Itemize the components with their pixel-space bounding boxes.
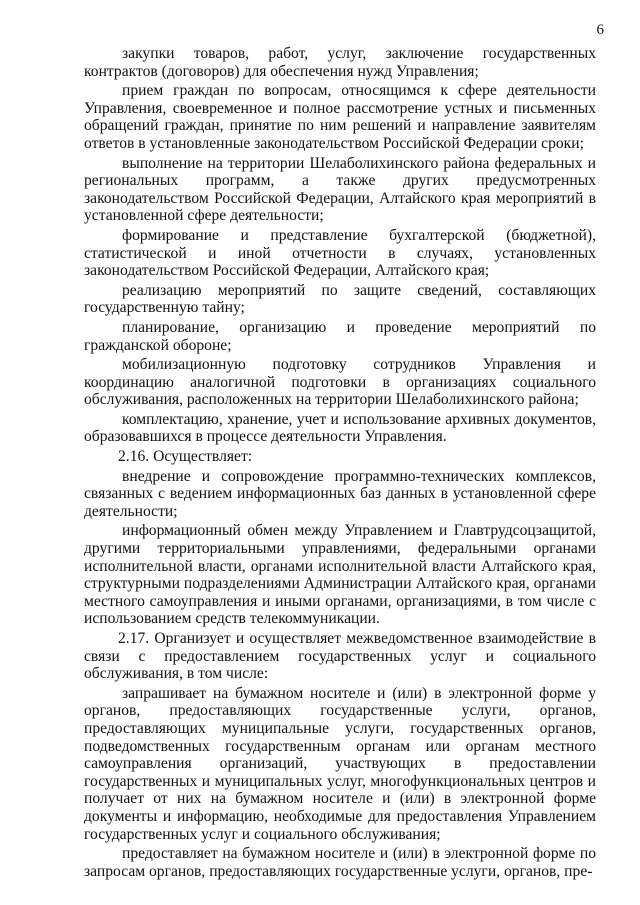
page-number: 6 bbox=[596, 22, 604, 38]
paragraph: внедрение и сопровождение программно-технических комплексов, связанных с ведением информационных баз данных в установленной сфере деятельности; bbox=[84, 467, 596, 520]
section-heading-2-17: 2.17. Организует и осуществляет межведомственное взаимодействие в связи с предоставлением государственных услуг и социального обслуживания, в том числе: bbox=[84, 630, 596, 683]
paragraph: комплектацию, хранение, учет и использование архивных документов, образовавшихся в процессе деятельности Управления. bbox=[84, 410, 596, 446]
document-body bbox=[84, 45, 596, 882]
paragraph: прием граждан по вопросам, относящимся к сфере деятельности Управления, своевременное и полное рассмотрение устных и письменных обращений граждан, принятие по ним решений и направление заявителям ответов в установленные законодательством Российской Федерации сроки; bbox=[84, 82, 596, 152]
paragraph: выполнение на территории Шелаболихинского района федеральных и региональных программ, а также других предусмотренных законодательством Российской Федерации, Алтайского края мероприятий в установленной сфере деятельности; bbox=[84, 154, 596, 225]
paragraph: предоставляет на бумажном носителе и (или) в электронной форме по запросам органов, предоставляющих государственные услуги, органов, пре- bbox=[84, 845, 596, 880]
paragraph: запрашивает на бумажном носителе и (или) в электронной форме у органов, предоставляющих государственные услуги, органов, предоставляющих муниципальные услуги, государственных органов, подведомственных государственным органам или органам местного самоуправления организаций, участвующих в предоставлении государственных и муниципальных услуг, многофункциональных центров и получает от них на бумажном носителе и (или) в электронной форме документы и информацию, необходимые для предоставления Управлением государственных услуг и социального обслуживания; bbox=[84, 684, 596, 843]
section-heading-2-16: 2.16. Осуществляет: bbox=[118, 448, 253, 466]
paragraph: закупки товаров, работ, услуг, заключение государственных контрактов (договоров) для обеспечения нужд Управления; bbox=[84, 45, 596, 80]
paragraph: мобилизационную подготовку сотрудников Управления и координацию аналогичной подготовки в организациях социального обслуживания, расположенных на территории Шелаболихинского района; bbox=[84, 356, 596, 409]
paragraph: планирование, организацию и проведение мероприятий по гражданской обороне; bbox=[84, 318, 596, 354]
paragraph: формирование и представление бухгалтерской (бюджетной), статистической и иной отчетности в случаях, установленных законодательством Российской Федерации, Алтайского края; bbox=[84, 226, 596, 280]
paragraph: информационный обмен между Управлением и Главтрудсоцзащитой, другими территориальными управлениями, федеральными органами исполнительной власти, органами исполнительной власти Алтайского края, структурными подразделениями Администрации Алтайского края, органами местного самоуправления и иными органами, организациями, в том числе с использованием средств телекоммуникации. bbox=[84, 522, 596, 628]
paragraph: реализацию мероприятий по защите сведений, составляющих государственную тайну; bbox=[84, 281, 596, 317]
